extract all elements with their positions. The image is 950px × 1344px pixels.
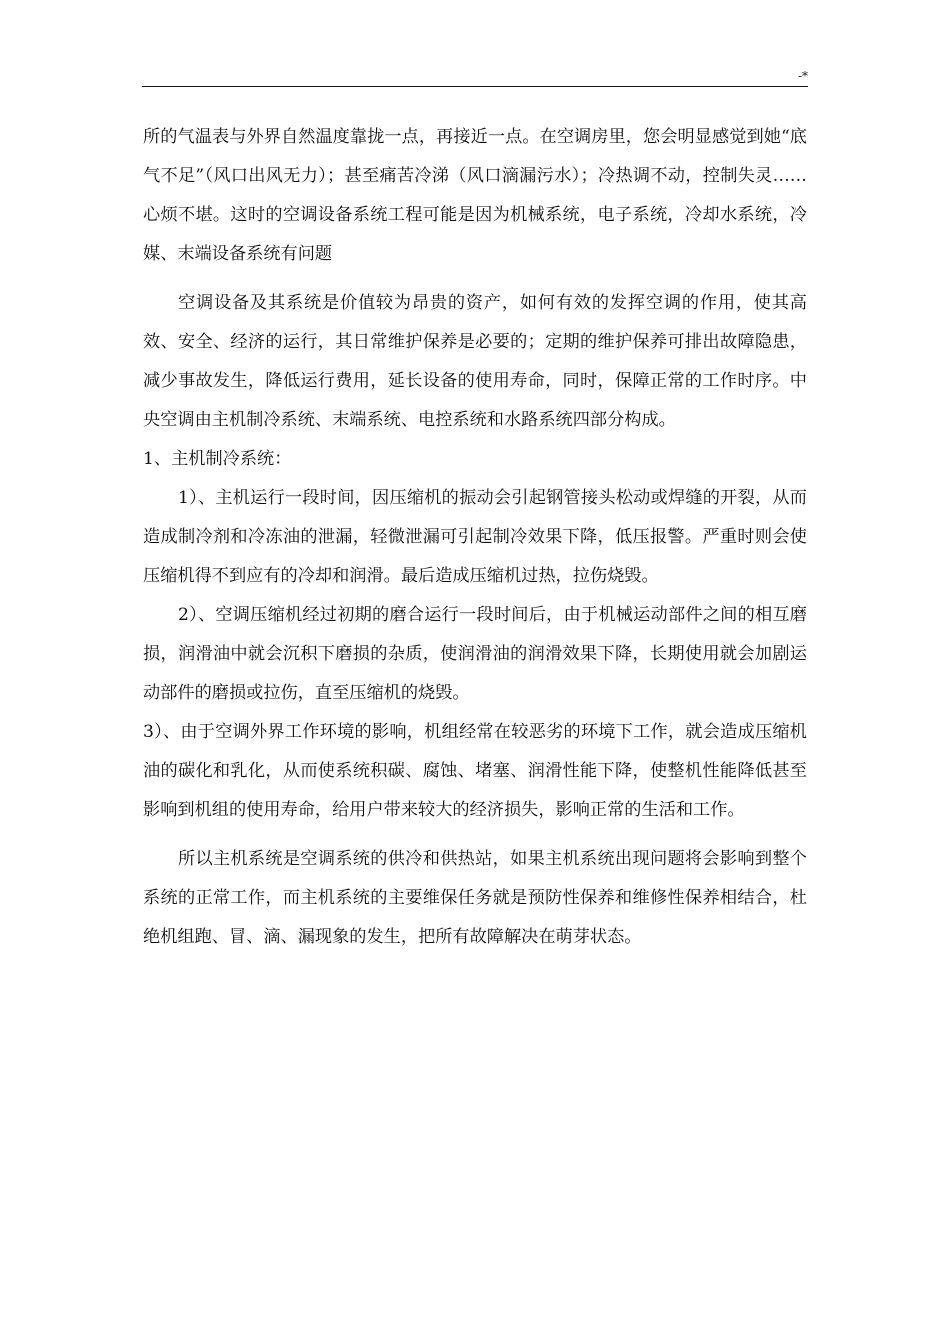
list-item-1: 1）、主机运行一段时间，因压缩机的振动会引起钢管接头松动或焊缝的开裂，从而造成制冷剂和冷冻油的泄漏，轻微泄漏可引起制冷效果下降，低压报警。严重时则会使压缩机得不到应有的冷却和润滑。最后造成压缩机过热，拉伤烧毁。 <box>143 488 807 586</box>
document-body <box>143 118 807 957</box>
page-header <box>142 70 808 88</box>
list-item-3: 3）、由于空调外界工作环境的影响，机组经常在较恶劣的环境下工作，就会造成压缩机油的碳化和乳化，从而使系统积碳、腐蚀、堵塞、润滑性能下降，使整机性能降低甚至影响到机组的使用寿命，给用户带来较大的经济损失，影响正常的生活和工作。 <box>143 722 807 820</box>
list-item-2: 2）、空调压缩机经过初期的磨合运行一段时间后，由于机械运动部件之间的相互磨损，润滑油中就会沉积下磨损的杂质，使润滑油的润滑效果下降，长期使用就会加剧运动部件的磨损或拉伤，直至压缩机的烧毁。 <box>143 605 807 703</box>
paragraph-conclusion: 所以主机系统是空调系统的供冷和供热站，如果主机系统出现问题将会影响到整个系统的正常工作，而主机系统的主要维保任务就是预防性保养和维修性保养相结合，杜绝机组跑、冒、滴、漏现象的发生，把所有故障解决在萌芽状态。 <box>143 849 807 947</box>
paragraph-maintenance-overview: 空调设备及其系统是价值较为昂贵的资产，如何有效的发挥空调的作用，使其高效、安全、经济的运行，其日常维护保养是必要的；定期的维护保养可排出故障隐患，减少事故发生，降低运行费用，延长设备的使用寿命，同时，保障正常的工作时序。中央空调由主机制冷系统、末端系统、电控系统和水路系统四部分构成。 <box>143 293 807 430</box>
header-mark: -* <box>797 69 808 83</box>
header-rule <box>142 86 808 87</box>
section-heading-main-refrigeration: 1、主机制冷系统： <box>143 449 292 469</box>
paragraph-intro-continuation: 所的气温表与外界自然温度靠拢一点，再接近一点。在空调房里，您会明显感觉到她“底气不足”（风口出风无力）；甚至痛苦冷涕（风口滴漏污水）；冷热调不动，控制失灵……心烦不堪。这时的空调设备系统工程可能是因为机械系统，电子系统，冷却水系统，冷媒、末端设备系统有问题 <box>143 127 807 264</box>
